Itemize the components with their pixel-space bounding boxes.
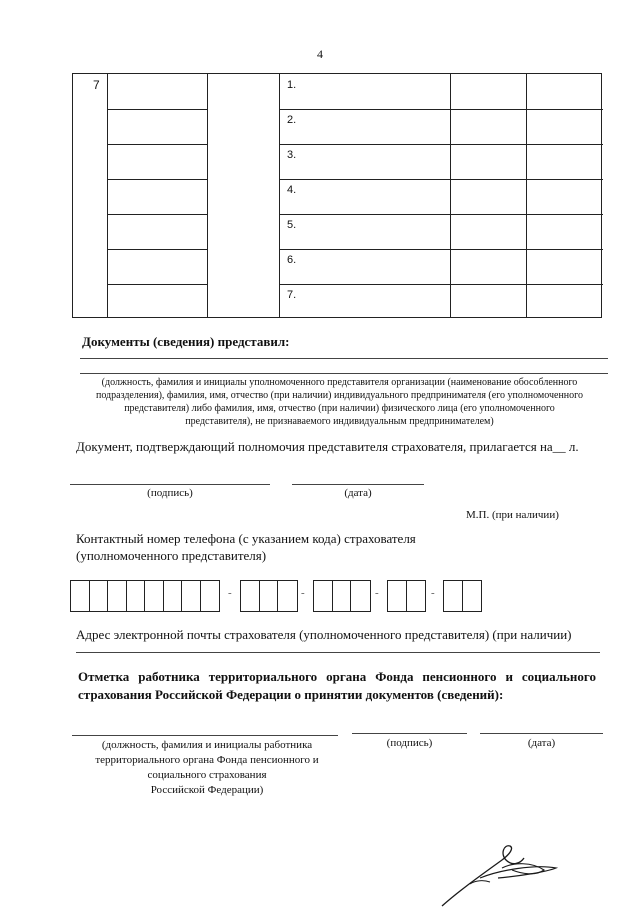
date-line[interactable] xyxy=(292,484,424,485)
table-column-divider xyxy=(526,74,527,317)
table-item-4: 4. xyxy=(287,184,297,196)
phone-cells-group-3[interactable] xyxy=(313,580,371,612)
table-column-divider xyxy=(107,74,108,317)
email-fill-line[interactable] xyxy=(76,652,600,653)
acceptance-heading: Отметка работника территориального органа Фонда пенсионного и социального страхования Российской Федерации о принятии документов (сведений): xyxy=(78,669,596,702)
docs-caption-line: подразделения), фамилия, имя, отчество (при наличии) индивидуального предпринимателя (его уполномоченного xyxy=(95,390,584,401)
docs-caption-line: представителя) либо фамилия, имя, отчество (при наличии) физического лица (его уполномоченного xyxy=(124,403,555,414)
acceptance-date-caption: (дата) xyxy=(527,737,556,749)
phone-label-line: Контактный номер телефона (с указанием кода) страхователя xyxy=(76,531,416,546)
documents-table xyxy=(72,73,602,318)
phone-cells-group-4[interactable] xyxy=(387,580,426,612)
phone-separator: - xyxy=(228,587,232,599)
phone-separator: - xyxy=(301,587,305,599)
email-label: Адрес электронной почты страхователя (уполномоченного представителя) (при наличии) xyxy=(76,627,572,642)
acceptance-signature-line[interactable] xyxy=(352,733,467,734)
table-item-5: 5. xyxy=(287,219,297,231)
docs-caption-line: (должность, фамилия и инициалы уполномоченного представителя организации (наименование обособленного xyxy=(101,377,578,388)
phone-cells-group-5[interactable] xyxy=(443,580,482,612)
worker-caption-line: территориального органа Фонда пенсионного и xyxy=(95,754,319,766)
table-item-3: 3. xyxy=(287,149,297,161)
phone-separator: - xyxy=(375,587,379,599)
worker-caption-line: Российской Федерации) xyxy=(150,784,264,796)
stamp-label: М.П. (при наличии) xyxy=(466,509,559,521)
acceptance-date-line[interactable] xyxy=(480,733,603,734)
table-column-divider xyxy=(207,74,208,317)
worker-fill-line[interactable] xyxy=(72,735,338,736)
phone-cells-group-1[interactable] xyxy=(70,580,220,612)
acceptance-signature-caption: (подпись) xyxy=(386,737,433,749)
attachment-text: Документ, подтверждающий полномочия представителя страхователя, прилагается на__ л. xyxy=(76,439,579,454)
signature-caption: (подпись) xyxy=(147,487,193,499)
phone-label-line: (уполномоченного представителя) xyxy=(76,548,267,563)
table-column-divider xyxy=(450,74,451,317)
table-item-6: 6. xyxy=(287,254,297,266)
date-caption: (дата) xyxy=(344,487,372,499)
docs-fill-line[interactable] xyxy=(80,358,608,359)
phone-cells-group-2[interactable] xyxy=(240,580,298,612)
table-item-2: 2. xyxy=(287,114,297,126)
docs-fill-line[interactable] xyxy=(80,373,608,374)
docs-caption-line: представителя), не признаваемого индивидуальным предпринимателем) xyxy=(185,416,494,427)
phone-separator: - xyxy=(431,587,435,599)
handwritten-signature xyxy=(440,840,560,910)
page-number: 4 xyxy=(317,47,323,61)
worker-caption-line: социального страхования xyxy=(147,769,267,781)
worker-caption xyxy=(72,738,342,798)
table-item-1: 1. xyxy=(287,79,297,91)
worker-caption-line: (должность, фамилия и инициалы работника xyxy=(101,739,313,751)
docs-heading: Документы (сведения) представил: xyxy=(82,334,290,349)
table-item-7: 7. xyxy=(287,289,297,301)
docs-caption xyxy=(72,376,607,428)
phone-label xyxy=(76,530,416,564)
table-row-number: 7 xyxy=(93,78,100,92)
table-column-divider xyxy=(279,74,280,317)
signature-line[interactable] xyxy=(70,484,270,485)
